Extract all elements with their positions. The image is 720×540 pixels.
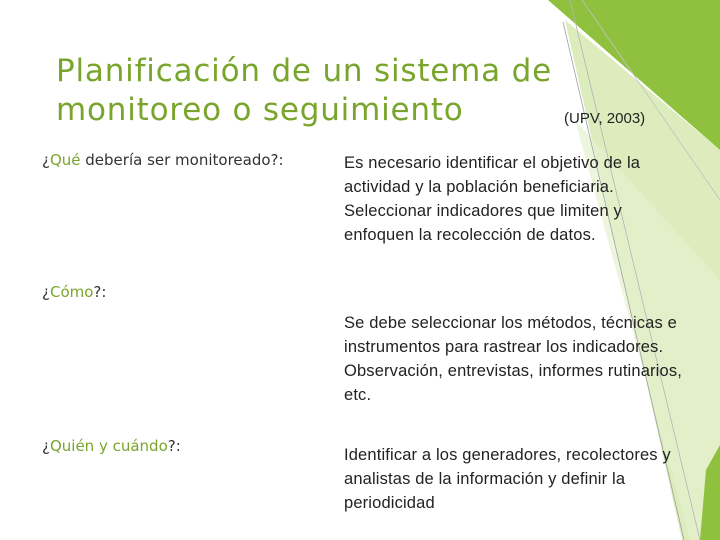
question-open-mark: ¿ (42, 437, 50, 455)
question-keyword: Quién y cuándo (49, 437, 168, 455)
answer-what: Es necesario identificar el objetivo de la actividad y la población beneficiaria. Seleccionar indicadores que limiten y enfoquen la recolección de datos. (344, 154, 641, 244)
question-open-mark: ¿ (42, 283, 50, 301)
question-who-when (42, 437, 181, 455)
question-what (42, 151, 284, 169)
question-open-mark: ¿ (42, 151, 50, 169)
answer-how: Se debe seleccionar los métodos, técnicas e instrumentos para rastrear los indicadores. Observación, entrevistas, informes rutinarios, etc. (344, 314, 682, 404)
question-keyword: Cómo (49, 283, 94, 301)
question-keyword: Qué (49, 151, 81, 169)
question-how (42, 283, 106, 301)
question-rest: ?: (93, 283, 107, 301)
slide-title-line-1: Planificación de un sistema de (56, 53, 552, 89)
answer-who-when: Identificar a los generadores, recolectores y analistas de la información y definir la periodicidad (344, 446, 671, 512)
question-rest: debería ser monitoreado?: (80, 151, 284, 169)
slide-title-line-2: monitoreo o seguimiento (56, 92, 464, 128)
slide-title (56, 52, 552, 130)
source-citation: (UPV, 2003) (564, 110, 646, 127)
question-rest: ?: (167, 437, 181, 455)
